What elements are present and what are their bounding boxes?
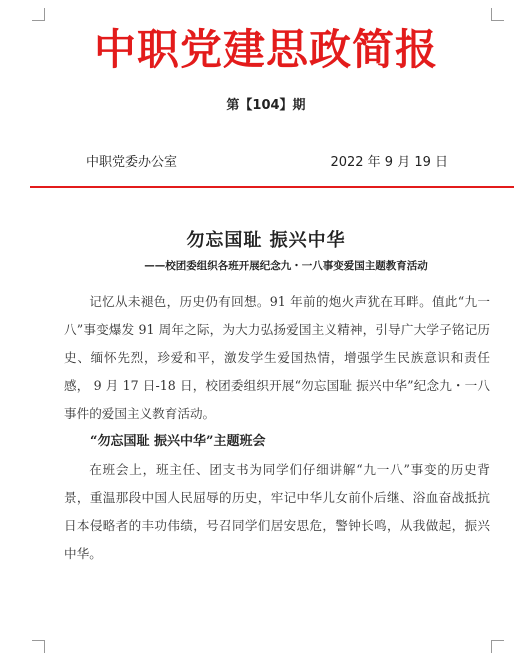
article-paragraph-2: 在班会上，班主任、团支书为同学们仔细讲解“九一八”事变的历史背景，重温那段中国人民屈辱的历史，牢记中华儿女前仆后继、浴血奋战抵抗日本侵略者的丰功伟绩，号召同学们居安思危，警钟长鸣，从我做起，振兴中华。 [64, 462, 490, 561]
article-title: 勿忘国耻 振兴中华 [186, 230, 346, 251]
red-divider [30, 186, 514, 188]
crop-mark-top-left [32, 8, 45, 21]
article-paragraph-1: 记忆从未褪色，历史仍有回想。91 年前的炮火声犹在耳畔。值此“九一八”事变爆发 91 周年之际，为大力弘扬爱国主义精神，引导广大学子铭记历史、缅怀先烈，珍爱和平，激发学生爱国热情，增强学生民族意识和责任感， 9 月 17 日-18 日，校团委组织开展“勿忘国耻 振兴中华”纪念九・一八事件的爱国主义教育活动。 [64, 294, 490, 421]
issuing-office: 中职党委办公室 [86, 155, 178, 170]
crop-mark-top-right [491, 8, 504, 21]
issue-date: 2022 年 9 月 19 日 [330, 155, 448, 170]
masthead-title: 中职党建思政简报 [93, 25, 438, 74]
section-heading: “勿忘国耻 振兴中华”主题班会 [90, 434, 266, 449]
crop-mark-bottom-right [491, 640, 504, 653]
issue-number: 第【104】期 [226, 98, 306, 113]
crop-mark-bottom-left [32, 640, 45, 653]
article-subtitle: ——校团委组织各班开展纪念九・一八事变爱国主题教育活动 [144, 260, 428, 272]
